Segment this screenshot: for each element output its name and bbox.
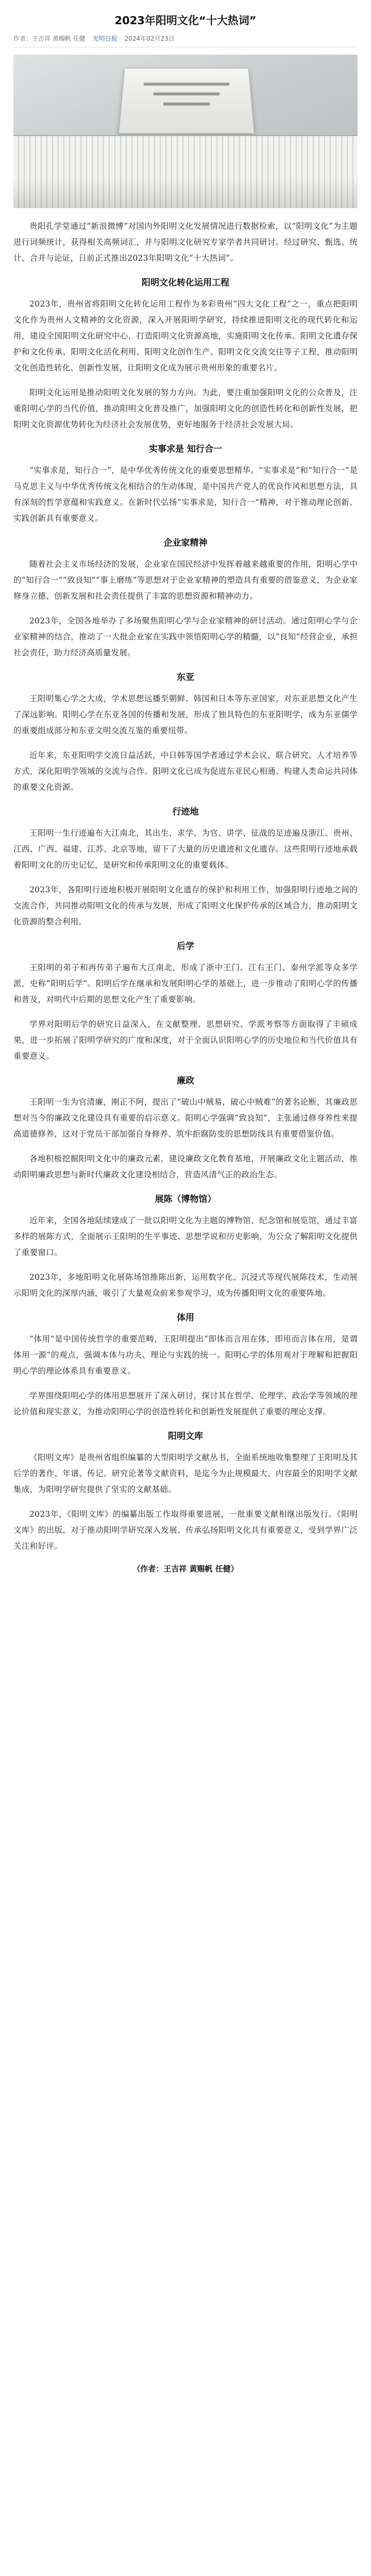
intro-paragraph: 贵阳孔学堂通过“新浪微博”对国内外阳明文化发展情况进行数据检索，以“阳明文化”为主题进行词频统计，获得相关高频词汇，并与阳明文化研究专家学者共同研讨。经过研究、甄选、统计、合并与论证，日前正式推出2023年阳明文化“十大热词”。	[13, 222, 358, 263]
section	[13, 1192, 358, 1301]
section-paragraph: 近年来，全国各地陆续建成了一批以阳明文化为主题的博物馆、纪念馆和展览馆，通过丰富多样的展陈方式，全面展示王阳明的生平事迹、思想学说和历史影响，为公众了解阳明文化提供了重要窗口。	[13, 1216, 358, 1257]
section-paragraph: 王阳明一生为官清廉，刚正不阿，提出了“破山中贼易，破心中贼难”的著名论断，其廉政思想对当今的廉政文化建设具有重要的启示意义。阳明心学强调“致良知”，主张通过修身养性来提高道德修养，这对于党员干部加强自身修养、筑牢拒腐防变的思想防线具有重要借鉴价值。	[13, 1097, 358, 1139]
section-paragraph: “实事求是，知行合一”，是中华优秀传统文化的重要思想精华。“实事求是”和“知行合一”是马克思主义与中华优秀传统文化相结合的生动体现，是中国共产党人的优良作风和思想方法，具有深刻的哲学意蕴和实践意义。在新时代弘扬“实事求是，知行合一”精神，对于推动理论创新、实践创新具有重要意义。	[13, 466, 358, 523]
section-heading: 后学	[177, 941, 194, 952]
publish-date: 2024年02月23日	[124, 35, 175, 42]
section-heading: 廉政	[177, 1076, 194, 1086]
section-paragraph: 学界围绕阳明心学的体用思想展开了深入研讨，探讨其在哲学、伦理学、政治学等领域的理论价值和现实意义，为推动阳明心学的创造性转化和创新性发展提供了重要的理论支撑。	[13, 1391, 358, 1416]
section-paragraph: 学界对阳明后学的研究日益深入，在文献整理、思想研究、学派考察等方面取得了丰硕成果，进一步拓展了阳明学研究的广度和深度，对于全面认识阳明心学的历史地位和当代价值具有重要意义。	[13, 1020, 358, 1061]
section	[13, 939, 358, 1064]
section-heading: 阳明文库	[168, 1431, 203, 1442]
section	[13, 804, 358, 930]
section-heading: 东亚	[177, 672, 194, 683]
section-paragraph: 2023年，各阳明行迹地积极开展阳明文化遗存的保护和利用工作，加强阳明行迹地之间的交流合作，共同推动阳明文化的传承与发展，形成了阳明文化保护传承的区域合力，推动阳明文化资源的整合利用。	[13, 885, 358, 926]
section	[13, 535, 358, 661]
section-paragraph: 各地积极挖掘阳明文化中的廉政元素，建设廉政文化教育基地，开展廉政文化主题活动，推动阳明廉政思想与新时代廉政文化建设相结合，营造风清气正的政治生态。	[13, 1154, 358, 1179]
section-heading: 阳明文化转化运用工程	[142, 278, 229, 288]
section-paragraph: “体用”是中国传统哲学的重要范畴，王阳明提出“即体而言用在体，即用而言体在用，是谓体用一源”的观点，强调本体与功夫、理论与实践的统一。阳明心学的体用观对于理解和把握阳明心学的理论体系具有重要意义。	[13, 1334, 358, 1376]
section-paragraph: 2023年，《阳明文库》的编纂出版工作取得重要进展，一批重要文献相继出版发行。《阳明文库》的出版，对于推动阳明学研究深入发展、传承弘扬阳明文化具有重要意义，受到学界广泛关注和好评。	[13, 1510, 358, 1551]
section	[13, 275, 358, 433]
article-title: 2023年阳明文化“十大热词”	[114, 14, 257, 27]
section-heading: 展陈（博物馆）	[155, 1194, 216, 1205]
section-paragraph: 王阳明一生行迹遍布大江南北，其出生、求学、为官、讲学、征战的足迹遍及浙江、贵州、江西、广西、福建、江苏、北京等地，留下了大量的历史遗迹和文化遗存。这些阳明行迹地承载着阳明文化的历史记忆，是研究和传承阳明文化的重要载体。	[13, 828, 358, 870]
section-paragraph: 近年来，东亚阳明学交流日益活跃，中日韩等国学者通过学术会议、联合研究、人才培养等方式，深化阳明学领域的交流与合作。阳明文化已成为促进东亚民心相通、构建人类命运共同体的重要文化资源。	[13, 751, 358, 792]
section	[13, 1429, 358, 1554]
section-paragraph: 2023年，贵州省将阳明文化转化运用工程作为多彩贵州“四大文化工程”之一，重点把阳明文化作为贵州人文精神的文化资源，深入开展阳明学研究，持续推进阳明文化的现代转化和运用，建设全国阳明文化研究中心，打造阳明文化资源高地，实施阳明文化传承、阳明文化遗存保护和文化传承、阳明文化活化利用、阳明文化创作生产、阳明文化交流交往等子工程，推动阳明文化创造性转化、创新性发展，让阳明文化成为展示贵州形象的重要名片。	[13, 299, 358, 372]
author-line: 作者：王吉祥 黄赐帆 任健	[13, 35, 86, 42]
section-paragraph: 《阳明文库》是贵州省组织编纂的大型阳明学文献丛书，全面系统地收集整理了王阳明及其后学的著作、年谱、传记、研究论著等文献资料，是迄今为止规模最大、内容最全的阳明学文献集成，为阳明学研究提供了坚实的文献基础。	[13, 1453, 358, 1494]
section	[13, 442, 358, 527]
source-link[interactable]: 光明日报	[92, 35, 117, 42]
article-photo	[13, 55, 358, 208]
section	[13, 1310, 358, 1420]
section-paragraph: 王阳明的弟子和再传弟子遍布大江南北，形成了浙中王门、江右王门、泰州学派等众多学派，史称“阳明后学”。阳明后学在继承和发展阳明心学的基础上，进一步推动了阳明心学的传播和普及，对明代中后期的思想文化产生了重要影响。	[13, 963, 358, 1004]
article-byline: （作者：王吉祥 黄赐帆 任健）	[132, 1564, 239, 1573]
section-paragraph: 随着社会主义市场经济的发展，企业家在国民经济中发挥着越来越重要的作用，阳明心学中的“知行合一”“致良知”“事上磨练”等思想对于企业家精神的塑造具有重要的借鉴意义，为企业家修身立德、创新发展和社会责任提供了丰富的思想资源和精神动力。	[13, 560, 358, 601]
section-heading: 体用	[177, 1313, 194, 1323]
book-cover-image	[119, 68, 255, 133]
section-paragraph: 王阳明集心学之大成，学术思想远播至朝鲜、韩国和日本等东亚国家，对东亚思想文化产生了深远影响。阳明心学在东亚各国的传播和发展，形成了独具特色的东亚阳明学，成为东亚儒学的重要组成部分和东亚文明交流互鉴的重要纽带。	[13, 694, 358, 735]
section-heading: 实事求是 知行合一	[149, 444, 222, 454]
section	[13, 1073, 358, 1183]
section-paragraph: 2023年，多地阳明文化展陈场馆推陈出新，运用数字化、沉浸式等现代展陈技术，生动展示阳明文化的深厚内涵，吸引了大量观众前来参观学习，成为传播阳明文化的重要阵地。	[13, 1273, 358, 1298]
section	[13, 670, 358, 795]
section-paragraph: 阳明文化运用是推动阳明文化发展的努力方向。为此，要注重加强阳明文化的公众普及，注重阳明心学的当代价值，推动阳明文化普及推广，加强阳明文化的创造性转化和创新性发展，把阳明文化资源优势转化为经济社会发展优势，更好地服务于经济社会发展大局。	[13, 388, 358, 429]
section-heading: 企业家精神	[163, 538, 208, 548]
section-heading: 行迹地	[172, 807, 199, 817]
section-paragraph: 2023年，全国各地举办了多场聚焦阳明心学与企业家精神的研讨活动。通过阳明心学与企业家精神的结合，推动了一大批企业家在实践中领悟阳明心学的精髓，以“良知”经营企业，承担社会责任，助力经济高质量发展。	[13, 616, 358, 657]
article-meta	[13, 34, 358, 47]
